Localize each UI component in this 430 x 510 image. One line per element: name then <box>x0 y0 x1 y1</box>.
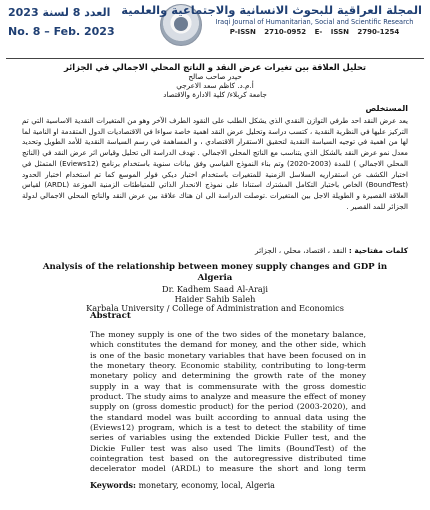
journal-header <box>0 0 430 62</box>
arabic-author-1: حيدر صاحب صالح <box>188 72 242 81</box>
header-divider <box>6 58 424 59</box>
journal-name-english: Iraqi Journal of Humanitarian, Social and Scientific Research <box>215 18 414 26</box>
english-author-1: Dr. Kadhem Saad Al-Araji <box>162 284 268 294</box>
english-title: Analysis of the relationship between money supply changes and GDP in Algeria <box>42 262 388 283</box>
arabic-keywords <box>22 246 408 255</box>
journal-name-arabic: المجلة العراقية للبحوث الانسانية والاجتماعية والعلمية <box>121 3 422 17</box>
arabic-abstract-text: يعد عرض النقد احد طرفي التوازن النقدي الذي يشكل الطلب على النقود الطرف الآخر وهو من المتغيرات النقدية الاساسية التي تم التركيز عليها في النظرية النقدية ، كتسب دراسة وتحليل عرض النقد اهمية خاصة سواءا في الاقتصاديات الدول المتقدمة او النامية لما لها من اهمية في توجيه السياسة النقدية لتحقيق الاستقرار الاقتصادي ، و المساهمة في رسم السياسة النقدية للأمد الطويل وتحديد معدل نمو عرض النقد بالشكل الذي يتناسب مع الناتج المحلي الاجمالي . تهدف الدراسة الى تحليل وقياس اثر عرض النقد في (الناتج المحلي الاجمالي ) للمدة (2003-2020) وتم بناء النموذج القياسي وفق بيانات سنوية باستخدام برنامج (Eviews12) المتمثل في اختبار الكشف عن استقراريه السلاسل الزمنية للمتغيرات باستخدام اختبار ديكي فولر الموسع كما تم استخدام اختبار الحدود (BoundTest) الخاص باختبار التكامل المشترك استنادا على نموذج الانحدار الذاتي للمتباطئات الزمنية الموزعة (ARDL) لقياس العلاقة القصيرة و الطويلة الاجل بين المتغيرات .توصلت الدراسة الى ان هناك علاقة بين عرض النقد والناتج المحلي الاجمالي لدولة الجزائر للمد القصير . <box>22 116 408 211</box>
english-abstract-text: The money supply is one of the two sides of the monetary balance, which constitutes the demand for money, and the other side, which is one of the basic monetary variables that have been focused on in the monetary theory. Economic stability, contributing to long-term monetary policy and determining the growth rate of the money supply in a way that is commensurate with the gross domestic product. The study aims to analyze and measure the effect of money supply on (gross domestic product) for the period (2003-2020), and the standard model was built according to annual data using the (Eviews12) program, which is a test to detect the stability of time series of variables using the extended Dickie Fuller test, and the Dickie Fuller test was also used The limits (BoundTest) of the cointegration test based on the autoregressive distributed time decelerator model (ARDL) to measure the short and long term <box>90 330 366 474</box>
issn-print: P-ISSN 2710-0952 <box>229 28 307 36</box>
arabic-author-2: أ.م.د. كاظم سعد الاعرجي <box>176 81 254 90</box>
arabic-keywords-list: النقد ، اقتصاد، محلي ، الجزائر <box>255 246 347 255</box>
arabic-abstract-heading: المستخلص <box>365 104 408 113</box>
english-abstract-heading: Abstract <box>90 311 131 321</box>
issue-english: No. 8 – Feb. 2023 <box>8 25 115 38</box>
arabic-affiliation: جامعة كربلاء/ كلية الادارة والاقتصاد <box>163 90 267 99</box>
english-keywords-list: monetary, economy, local, Algeria <box>138 481 275 490</box>
english-author-2: Haider Sahib Saleh <box>174 294 256 304</box>
english-keywords-label: Keywords: <box>90 480 137 490</box>
arabic-title: تحليل العلاقة بين تغيرات عرض النقد و الناتج المحلي الاجمالي في الجزائر <box>63 62 367 72</box>
issn-electronic: E- ISSN 2790-1254 <box>314 28 400 36</box>
issue-arabic: العدد 8 لسنة 2023 <box>8 6 111 19</box>
journal-masthead <box>121 3 422 36</box>
arabic-keywords-label: كلمات مفتاحية : <box>348 246 408 255</box>
english-affiliation: Karbala University / College of Administration and Economics <box>86 303 344 313</box>
english-keywords <box>90 480 275 490</box>
issn-line <box>207 28 422 36</box>
